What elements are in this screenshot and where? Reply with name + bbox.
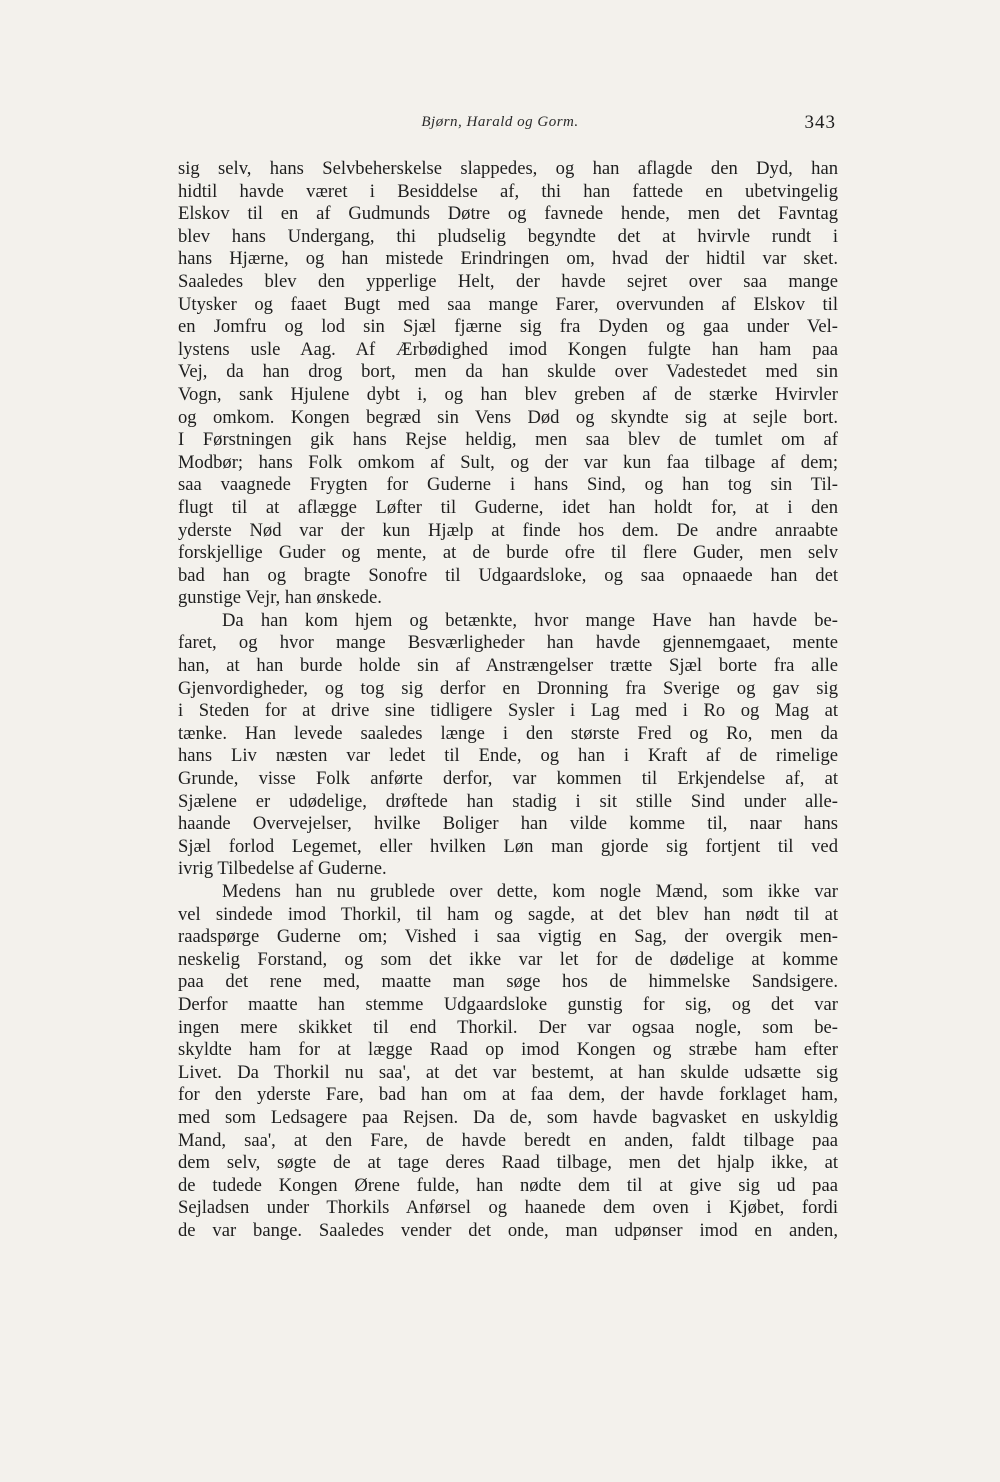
- text-line: hidtil havde været i Besiddelse af, thi han fattede en ubetvingelig: [178, 180, 838, 202]
- text-line: Gjenvordigheder, og tog sig derfor en Dronning fra Sverige og gav sig: [178, 677, 838, 699]
- text-line: hans Liv næsten var ledet til Ende, og han i Kraft af de rimelige: [178, 745, 838, 767]
- page-number: 343: [804, 112, 836, 133]
- text-line: lystens usle Aag. Af Ærbødighed imod Kongen fulgte han ham paa: [178, 338, 838, 360]
- text-line: skyldte ham for at lægge Raad op imod Kongen og stræbe ham efter: [178, 1039, 838, 1061]
- text-line: Vogn, sank Hjulene dybt i, og han blev greben af de stærke Hvirvler: [178, 383, 838, 405]
- text-line: Sjælene er udødelige, drøftede han stadig i sit stille Sind under alle-: [178, 790, 838, 812]
- text-line: Vej, da han drog bort, men da han skulde over Vadestedet med sin: [178, 361, 838, 383]
- text-line: flugt til at aflægge Løfter til Guderne, idet han holdt for, at i den: [178, 496, 838, 518]
- text-line: de tudede Kongen Ørene fulde, han nødte dem til at give sig ud paa: [178, 1174, 838, 1196]
- text-line: neskelig Forstand, og som det ikke var let for de dødelige at komme: [178, 948, 838, 970]
- text-line: sig selv, hans Selvbeherskelse slappedes, og han aflagde den Dyd, han: [178, 158, 838, 179]
- text-line: paa det rene med, maatte man søge hos de himmelske Sandsigere.: [178, 971, 838, 993]
- text-line: raadspørge Guderne om; Vished i saa vigtig en Sag, der overgik men-: [178, 926, 838, 948]
- text-line: Elskov til en af Gudmunds Døtre og favnede hende, men det Favntag: [178, 203, 838, 225]
- text-line: ingen mere skikket til end Thorkil. Der var ogsaa nogle, som be-: [178, 1016, 838, 1038]
- text-line: Livet. Da Thorkil nu saa', at det var bestemt, at han skulde udsætte sig: [178, 1061, 838, 1083]
- text-line: de var bange. Saaledes vender det onde, man udpønser imod en anden,: [178, 1219, 838, 1241]
- text-line: Utysker og faaet Bugt med saa mange Farer, overvunden af Elskov til: [178, 293, 838, 315]
- body-text: [178, 158, 838, 1243]
- text-line: forskjellige Guder og mente, at de burde ofre til flere Guder, men selv: [178, 542, 838, 564]
- text-line: Mand, saa', at den Fare, de havde beredt en anden, faldt tilbage paa: [178, 1129, 838, 1151]
- text-line: yderste Nød var der kun Hjælp at finde hos dem. De andre anraabte: [178, 519, 838, 541]
- text-line: i Steden for at drive sine tidligere Sysler i Lag med i Ro og Mag at: [178, 700, 838, 722]
- text-line: saa vaagnede Frygten for Guderne i hans Sind, og han tog sin Til-: [178, 474, 838, 496]
- text-line: haande Overvejelser, hvilke Boliger han vilde komme til, naar hans: [178, 813, 838, 835]
- text-line: Grunde, visse Folk anførte derfor, var kommen til Erkjendelse af, at: [178, 768, 838, 790]
- text-line: gunstige Vejr, han ønskede.: [178, 587, 382, 609]
- text-line: bad han og bragte Sonofre til Udgaardsloke, og saa opnaaede han det: [178, 564, 838, 586]
- running-title: Bjørn, Harald og Gorm.: [421, 114, 579, 130]
- text-line: blev hans Undergang, thi pludselig begyndte det at hvirvle rundt i: [178, 225, 838, 247]
- text-line: dem selv, søgte de at tage deres Raad tilbage, men det hjalp ikke, at: [178, 1152, 838, 1174]
- text-line: ivrig Tilbedelse af Guderne.: [178, 858, 387, 880]
- text-line: tænke. Han levede saaledes længe i den største Fred og Ro, men da: [178, 722, 838, 744]
- text-line: vel sindede imod Thorkil, til ham og sagde, at det blev han nødt til at: [178, 903, 838, 925]
- text-line: en Jomfru og lod sin Sjæl fjærne sig fra Dyden og gaa under Vel-: [178, 316, 838, 338]
- text-line: med som Ledsagere paa Rejsen. Da de, som havde bagvasket en uskyldig: [178, 1106, 838, 1128]
- text-line: faret, og hvor mange Besværligheder han havde gjennemgaaet, mente: [178, 632, 838, 654]
- text-line: for den yderste Fare, bad han om at faa dem, der havde forklaget ham,: [178, 1084, 838, 1106]
- text-line: Da han kom hjem og betænkte, hvor mange Have han havde be-: [222, 609, 838, 631]
- text-line: I Førstningen gik hans Rejse heldig, men saa blev de tumlet om af: [178, 429, 838, 451]
- text-line: Saaledes blev den ypperlige Helt, der havde sejret over saa mange: [178, 270, 838, 292]
- text-line: Derfor maatte han stemme Udgaardsloke gunstig for sig, og det var: [178, 993, 838, 1015]
- text-line: Sjæl forlod Legemet, eller hvilken Løn man gjorde sig fortjent til ved: [178, 835, 838, 857]
- text-line: Sejladsen under Thorkils Anførsel og haanede dem oven i Kjøbet, fordi: [178, 1197, 838, 1219]
- text-line: Modbør; hans Folk omkom af Sult, og der var kun faa tilbage af dem;: [178, 451, 838, 473]
- text-line: han, at han burde holde sin af Anstrængelser trætte Sjæl borte fra alle: [178, 655, 838, 677]
- text-line: og omkom. Kongen begræd sin Vens Død og skyndte sig at sejle bort.: [178, 406, 838, 428]
- text-line: Medens han nu grublede over dette, kom nogle Mænd, som ikke var: [222, 881, 838, 902]
- text-line: hans Hjærne, og han mistede Erindringen om, hvad der hidtil var sket.: [178, 248, 838, 270]
